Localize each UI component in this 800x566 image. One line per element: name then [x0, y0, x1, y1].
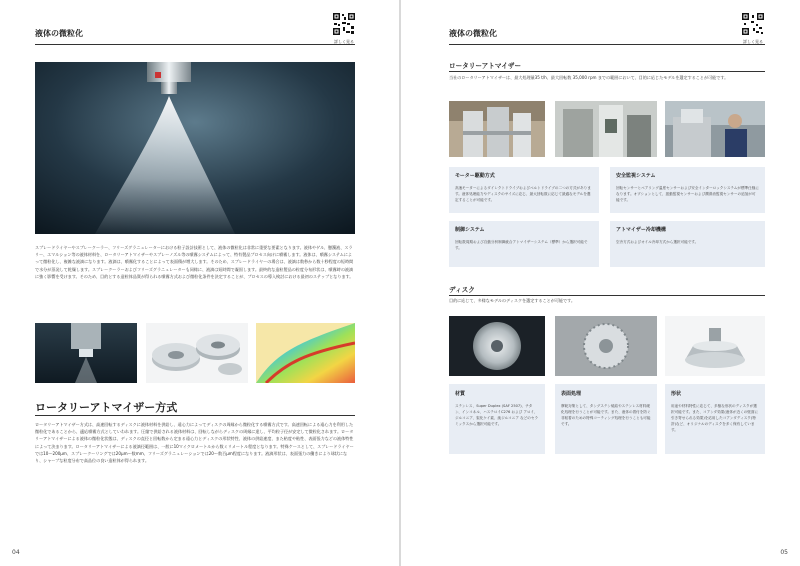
header-title: 液体の微粒化 — [449, 29, 497, 38]
card-control-system — [449, 221, 599, 267]
card-surface-treatment — [555, 384, 657, 454]
engineer-working-photo — [665, 101, 765, 157]
subsection-rule — [449, 71, 765, 72]
card-title: 表面処理 — [561, 391, 582, 397]
disk-photo-wheel — [665, 316, 765, 376]
card-text: ステンレス、Super Duplex (SAF 2507)、チタン、インコネル、ハステロイC276 および アロイ、ジルコニア、窒化ケイ素、純ジルコニア などのセラミックスから選択可能です。 — [455, 404, 539, 426]
card-atomizer-cooling — [610, 221, 765, 267]
page-number: 04 — [12, 549, 20, 556]
card-text: 高速モーターによるダイレクトドライブおよびベルトドライブの二つの方式があります。液体処理能力やディスクのサイズに応じ、最大回転数に応じて最適なモデルを選定することが可能です。 — [455, 186, 591, 202]
card-text: 回転数周期および自動分析制御統合アトマイザーシステム（標準）から選択可能です。 — [455, 240, 588, 250]
card-text: 用途や材料特性に応じて、多様な形状のディスクが選択可能です。また、コアンダ効果(液体が近くの壁面に引き寄せられる効果)を応用したコアンダディスク(特許)など、オリジナルのディスクを多く保有しています。 — [671, 404, 759, 432]
cfd-simulation-image — [256, 323, 355, 383]
atomizer-motor-photo — [449, 101, 545, 157]
page-number: 05 — [780, 549, 788, 556]
section-paragraph: ロータリーアトマイザー方式は、高速回転するディスクに液体材料を供給し、遠心力によってディスクの周縁から微粒化する噴霧方式です。高速回転による遠心力を利用した微粒化であることから、適応噴霧方式としていわれます。圧縮で供給される液体材料は、回転しながらディスクの周縁に達し、平均粒子径が安定して微粒化されます。ロータリーアトマイザーによる液体の微粒化状態は、ディスクの直径と回転数から定まる遠心力とディスクの形状特性、液体の供給速度、また粘度や粘性、表面張力などの液体特性によって決まります。ロータリーアトマイザーによる液滴径範囲は、一般に10マイクロメートルから数ミリメートル程度となります。特殊ケースとして、スプレードライヤーでは10〜200μm、スプレークーリングでは20μm〜数mm、フリーズグラニュレーションでは20〜数百μm程度になります。液滴形状は、表面張力の働きにより球状になり、シャープな粒度分布で高品位の良い造粒体が得られます。 — [35, 422, 354, 464]
card-material — [449, 384, 545, 454]
section-rule — [35, 415, 355, 416]
spray-nozzle-photo — [35, 62, 355, 234]
qr-label: 詳しく見る — [743, 39, 763, 44]
subsection-title-atomizer: ロータリーアトマイザー — [449, 62, 522, 70]
qr-code-icon[interactable] — [332, 12, 356, 36]
card-text: 摩耗対策として、タングステン焼結やステンレス材料硬化処理を行うことが可能です。また、液体の着付を防ぐ非粘着のための特殊コーティング処理を行うことも可能です。 — [561, 404, 651, 426]
subsection-rule — [449, 295, 765, 296]
nozzle-closeup-photo — [35, 323, 137, 383]
disk-paragraph: 目的に応じて、多様なモデルのディスクを選定することが可能です。 — [449, 298, 575, 303]
card-title: 制御システム — [455, 227, 485, 233]
right-page — [401, 0, 800, 566]
atomizer-wheels-photo — [146, 323, 248, 383]
intro-paragraph: スプレードライヤーやスプレークーラー、フリーズグラニュレーターにおける粒子設計技術として、液体の微粒化は非常に重要な要素となります。液体やゲル、懸濁液、スラリー、エマルション等の液体材料を、ロータリーアトマイザーやスプレーノズル等の噴霧システムによって、特有製品プロセス向けに噴霧します。液体は、噴霧システムによって微粒化し、複雑な液滴になります。液滴は、噴霧化することによって表面積が増大します。そのため、スプレードライヤーの場合は、液滴は数秒から数十秒程度の短時間で水分が蒸発して乾燥します。スプレークーラーおよびフリーズグラニュレーターも同様に、液滴は短時間で凝固します。最終的な造粒製品の粒度分布形状は、噴霧時の液滴に強く影響を受けます。そのため、目的とする造粒体品質が得られる噴霧方式および微粒化条件を決定することが、プロセスの導入検討における最初のステップとなります。 — [35, 245, 354, 279]
atomizer-equipment-photo — [555, 101, 657, 157]
card-safety-monitoring — [610, 167, 765, 213]
card-text: 回転センサーとベアリング温度センサーおよび安全インターロックシステムが標準仕様になります。オプションとして、振動監視センサーおよび潤滑油監視センサーの追加が可能です。 — [616, 186, 759, 202]
card-title: 材質 — [455, 391, 466, 397]
card-motor-drive — [449, 167, 599, 213]
card-title: 安全監視システム — [616, 173, 656, 179]
card-title: 形状 — [671, 391, 682, 397]
disk-photo-dark — [449, 316, 545, 376]
header-title: 液体の微粒化 — [35, 29, 83, 38]
card-title: モーター駆動方式 — [455, 173, 495, 179]
header-rule — [449, 44, 765, 45]
section-title: ロータリーアトマイザー方式 — [35, 401, 178, 414]
atomizer-paragraph: 当社のロータリーアトマイザーは、最大処理量35 t/h、最大回転数 35,000 rpm までの範囲において、目的に応じたモデルを選定することが可能です。 — [449, 75, 729, 80]
card-title: アトマイザー冷却機構 — [616, 227, 666, 233]
card-shape — [665, 384, 765, 454]
disk-photo-grey — [555, 316, 657, 376]
left-page — [0, 0, 399, 566]
qr-code-icon[interactable] — [741, 12, 765, 36]
header-rule — [35, 44, 355, 45]
qr-label: 詳しく見る — [334, 39, 354, 44]
card-text: 空冷方式およびオイル冷却方式から選択可能です。 — [616, 240, 699, 244]
subsection-title-disk: ディスク — [449, 286, 475, 294]
